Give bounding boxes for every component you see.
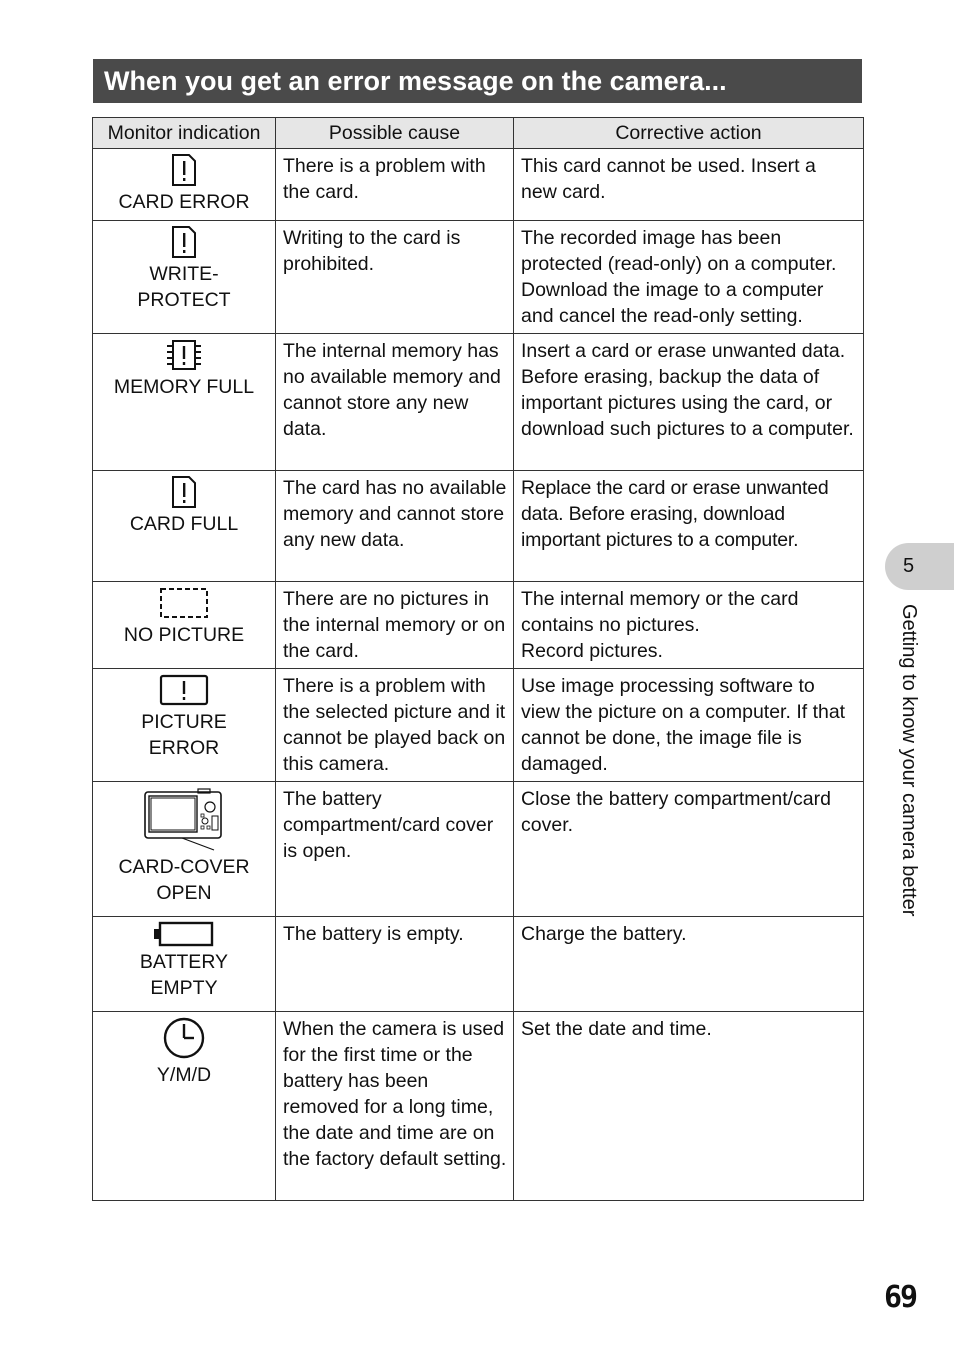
monitor-label: PICTURE ERROR <box>141 711 227 759</box>
corrective-action-cell: The internal memory or the card contains no pictures. Record pictures. <box>514 582 864 669</box>
possible-cause-cell: The internal memory has no available memory and cannot store any new data. <box>276 334 514 471</box>
monitor-label: Y/M/D <box>156 1064 212 1086</box>
table-row <box>93 669 864 782</box>
monitor-indication-cell <box>93 669 276 782</box>
table-row <box>93 149 864 221</box>
chapter-tab <box>885 543 954 590</box>
possible-cause-cell: Writing to the card is prohibited. <box>276 221 514 334</box>
table-row <box>93 221 864 334</box>
corrective-action-cell: Set the date and time. <box>514 1012 864 1201</box>
monitor-label: BATTERY EMPTY <box>139 951 229 999</box>
clock-icon <box>162 1016 206 1060</box>
chapter-number: 5 <box>903 555 915 577</box>
write-protect-icon <box>171 225 197 259</box>
corrective-action-cell: Close the battery compartment/card cover. <box>514 782 864 917</box>
page-title: When you get an error message on the camera... <box>93 59 862 103</box>
possible-cause-cell: There is a problem with the selected picture and it cannot be played back on this camera. <box>276 669 514 782</box>
corrective-action-cell: Use image processing software to view the picture on a computer. If that cannot be done, the image file is damaged. <box>514 669 864 782</box>
table-row <box>93 334 864 471</box>
possible-cause-cell: There is a problem with the card. <box>276 149 514 221</box>
memory-full-icon <box>165 338 203 372</box>
battery-empty-icon <box>153 921 215 947</box>
table-row <box>93 917 864 1012</box>
header-monitor-indication: Monitor indication <box>93 118 276 149</box>
monitor-label: CARD-COVER OPEN <box>118 856 250 904</box>
possible-cause-cell: The battery is empty. <box>276 917 514 1012</box>
monitor-indication-cell <box>93 471 276 582</box>
table-row <box>93 471 864 582</box>
error-message-table <box>92 117 864 1201</box>
monitor-label: CARD FULL <box>129 513 239 535</box>
monitor-indication-cell <box>93 1012 276 1201</box>
possible-cause-cell: The battery compartment/card cover is open. <box>276 782 514 917</box>
header-corrective-action: Corrective action <box>514 118 864 149</box>
chapter-title: Getting to know your camera better <box>898 604 920 917</box>
camera-cover-open-icon <box>142 786 226 852</box>
monitor-indication-cell <box>93 582 276 669</box>
corrective-action-cell: Charge the battery. <box>514 917 864 1012</box>
corrective-action-cell: Insert a card or erase unwanted data. Before erasing, backup the data of important pictures using the card, or download such pictures to a computer. <box>514 334 864 471</box>
possible-cause-cell: When the camera is used for the first time or the battery has been removed for a long time, the date and time are on the factory default setting. <box>276 1012 514 1201</box>
monitor-indication-cell <box>93 917 276 1012</box>
monitor-indication-cell <box>93 782 276 917</box>
header-possible-cause: Possible cause <box>276 118 514 149</box>
picture-error-icon <box>159 673 209 707</box>
table-row <box>93 1012 864 1201</box>
corrective-action-cell: The recorded image has been protected (read-only) on a computer. Download the image to a computer and cancel the read-only setting. <box>514 221 864 334</box>
monitor-indication-cell <box>93 149 276 221</box>
table-row <box>93 782 864 917</box>
page-number: 69 <box>884 1280 917 1315</box>
table-row <box>93 582 864 669</box>
monitor-indication-cell <box>93 334 276 471</box>
table-header-row <box>93 118 864 149</box>
monitor-indication-cell <box>93 221 276 334</box>
monitor-label: NO PICTURE <box>123 624 245 646</box>
no-picture-icon <box>159 586 209 620</box>
monitor-label: CARD ERROR <box>118 191 250 213</box>
card-full-icon <box>171 475 197 509</box>
corrective-action-cell: Replace the card or erase unwanted data. Before erasing, download important pictures to a computer. <box>514 471 864 582</box>
possible-cause-cell: There are no pictures in the internal memory or on the card. <box>276 582 514 669</box>
monitor-label: MEMORY FULL <box>113 376 255 398</box>
corrective-action-cell: This card cannot be used. Insert a new card. <box>514 149 864 221</box>
monitor-label: WRITE- PROTECT <box>137 263 231 311</box>
possible-cause-cell: The card has no available memory and cannot store any new data. <box>276 471 514 582</box>
card-error-icon <box>171 153 197 187</box>
